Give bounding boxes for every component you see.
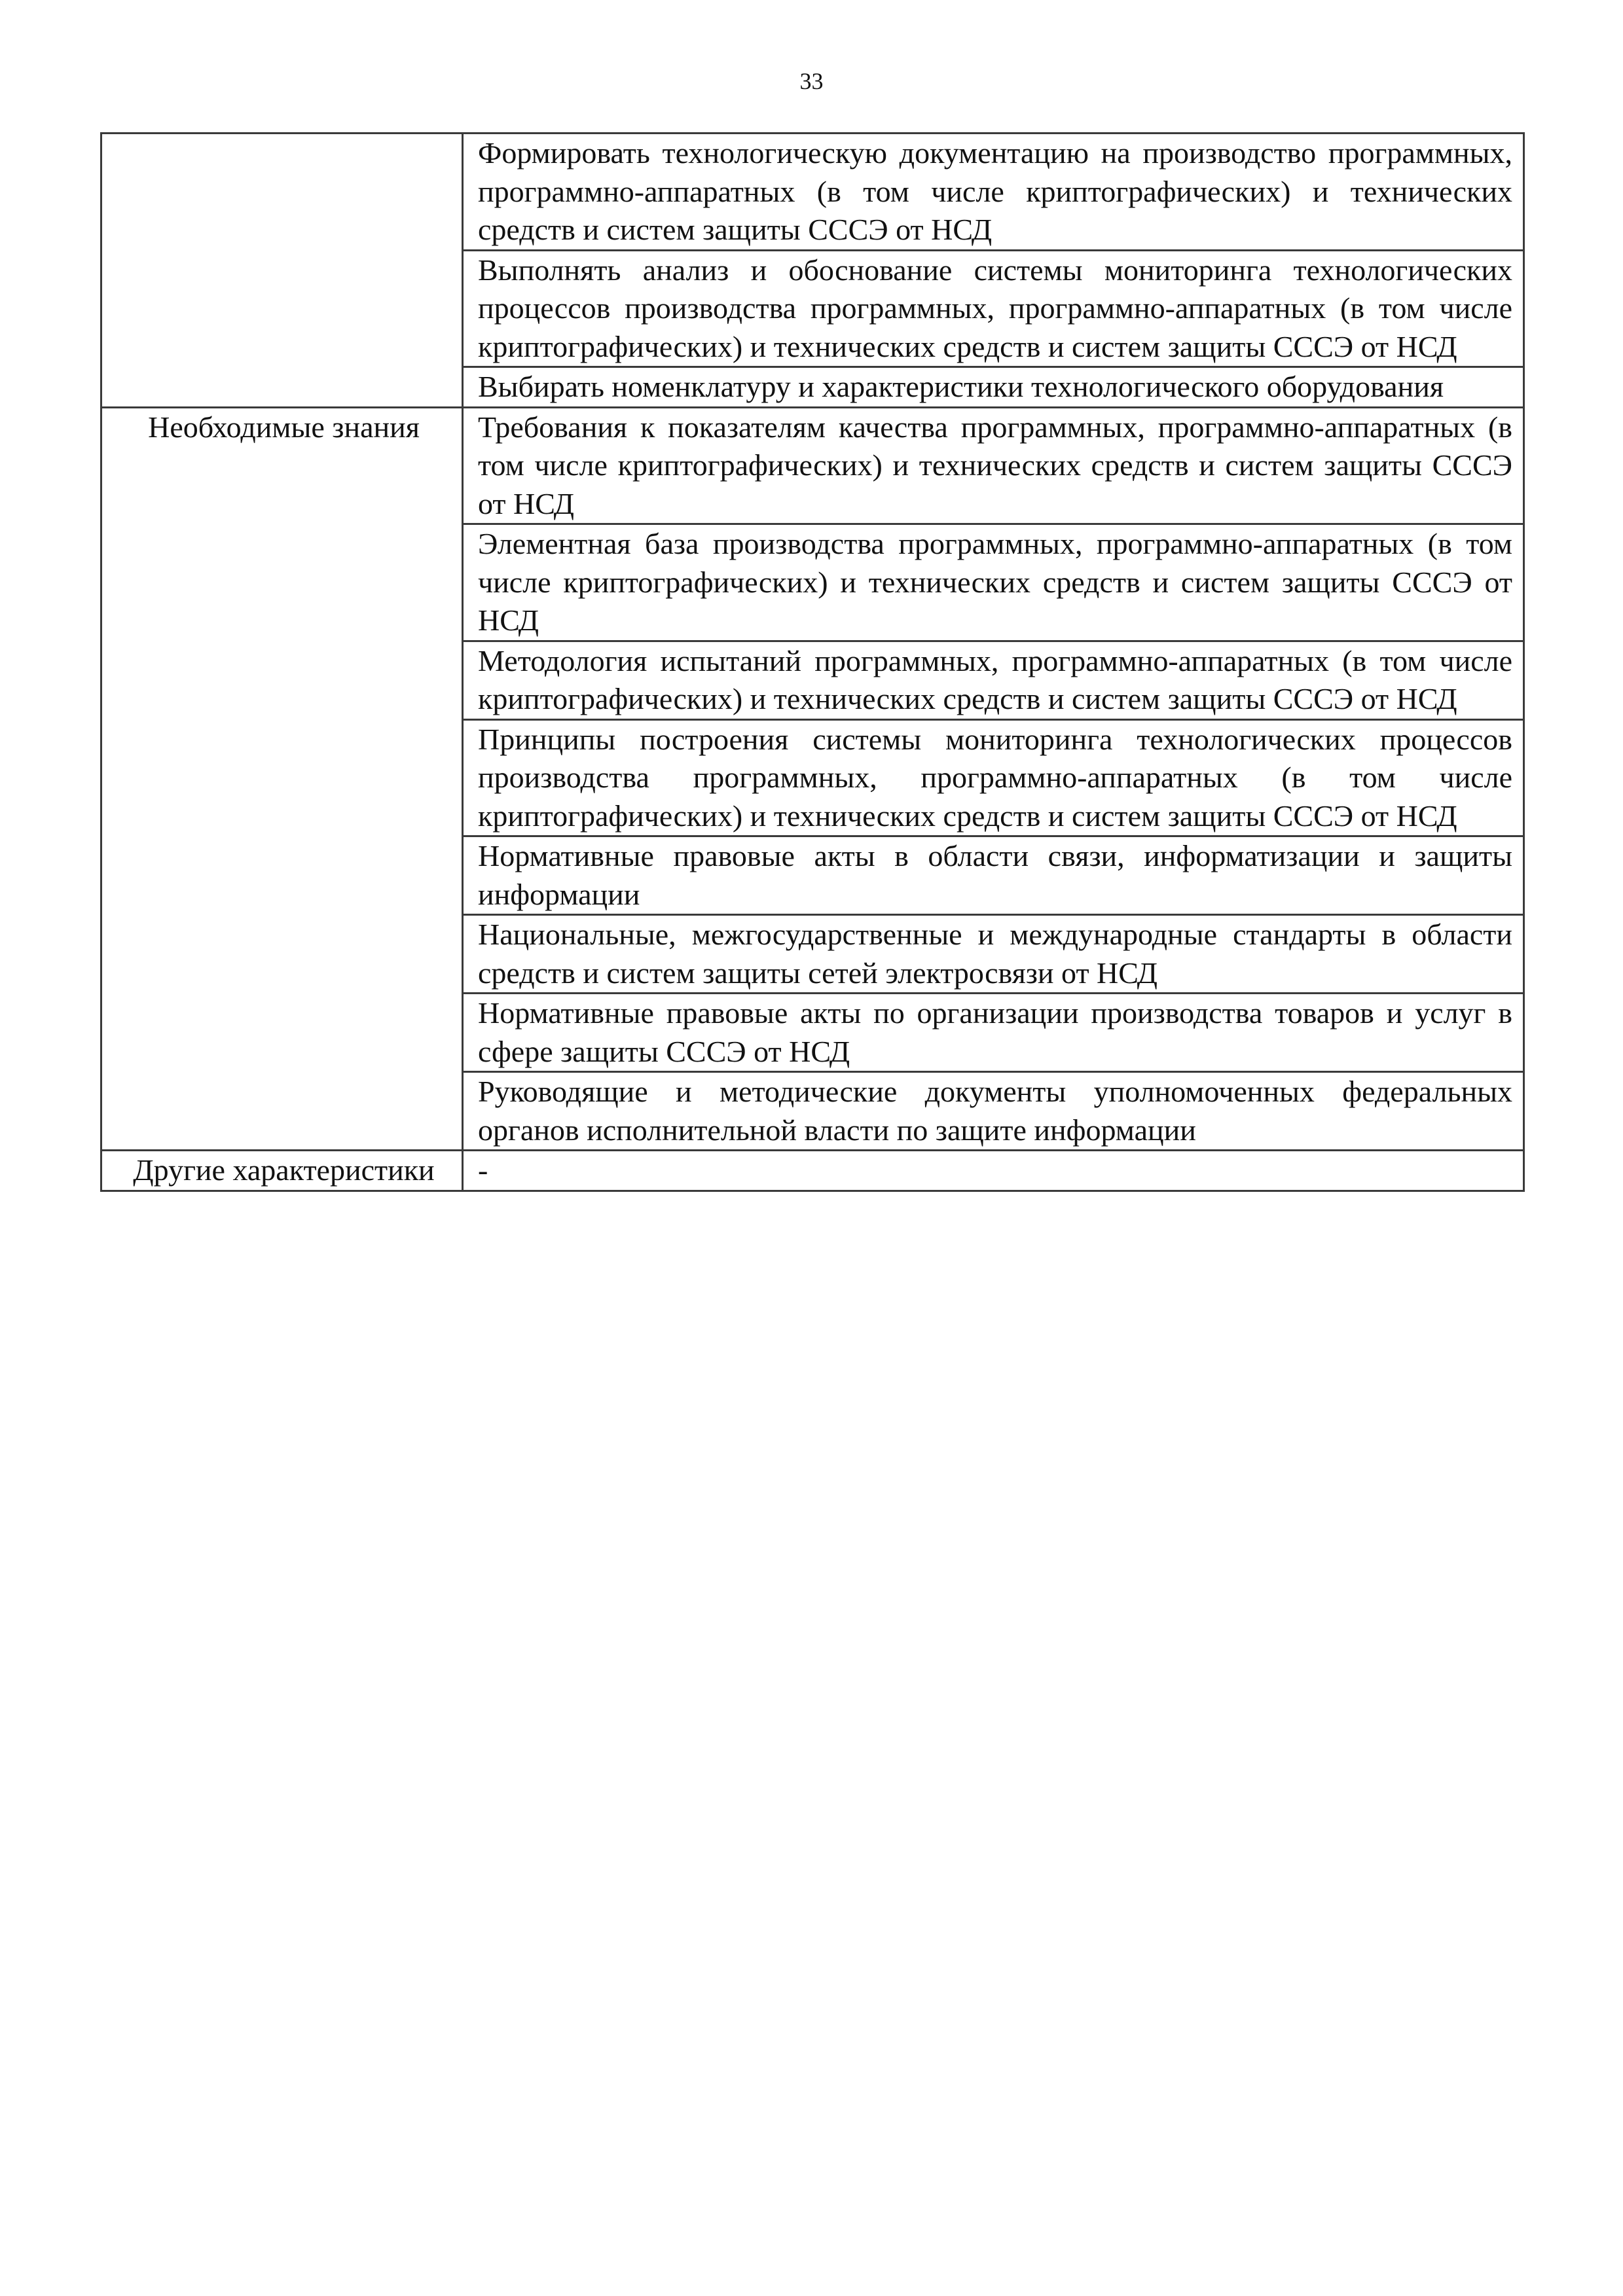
table-cell: Выполнять анализ и обоснование системы мониторинга технологических процессов производства программных, программно-аппаратных (в том числе криптографических) и технических средств и систем защиты СССЭ от НСД <box>463 250 1524 367</box>
table-cell: Выбирать номенклатуру и характеристики технологического оборудования <box>463 367 1524 408</box>
table-cell: Формировать технологическую документацию на производство программных, программно-аппаратных (в том числе криптографических) и технических средств и систем защиты СССЭ от НСД <box>463 134 1524 251</box>
requirements-table <box>100 132 1525 1192</box>
table-cell: Национальные, межгосударственные и международные стандарты в области средств и систем защиты сетей электросвязи от НСД <box>463 915 1524 994</box>
page-number: 33 <box>799 68 824 94</box>
table-cell: Методология испытаний программных, программно-аппаратных (в том числе криптографических) и технических средств и систем защиты СССЭ от НСД <box>463 641 1524 719</box>
table-cell: Элементная база производства программных, программно-аппаратных (в том числе криптографических) и технических средств и систем защиты СССЭ от НСД <box>463 524 1524 641</box>
table-cell: - <box>463 1151 1524 1191</box>
table-cell: Принципы построения системы мониторинга технологических процессов производства программных, программно-аппаратных (в том числе криптографических) и технических средств и систем защиты СССЭ от НСД <box>463 719 1524 836</box>
row-label-skills <box>101 134 463 408</box>
table-cell: Нормативные правовые акты по организации производства товаров и услуг в сфере защиты СССЭ от НСД <box>463 994 1524 1072</box>
row-label-knowledge: Необходимые знания <box>101 407 463 1151</box>
table-cell: Руководящие и методические документы уполномоченных федеральных органов исполнительной власти по защите информации <box>463 1072 1524 1151</box>
row-label-other: Другие характеристики <box>101 1151 463 1191</box>
table-row <box>101 1151 1524 1191</box>
table-cell: Требования к показателям качества программных, программно-аппаратных (в том числе криптографических) и технических средств и систем защиты СССЭ от НСД <box>463 407 1524 524</box>
table-cell: Нормативные правовые акты в области связи, информатизации и защиты информации <box>463 836 1524 915</box>
table-row <box>101 134 1524 251</box>
table-row <box>101 407 1524 524</box>
